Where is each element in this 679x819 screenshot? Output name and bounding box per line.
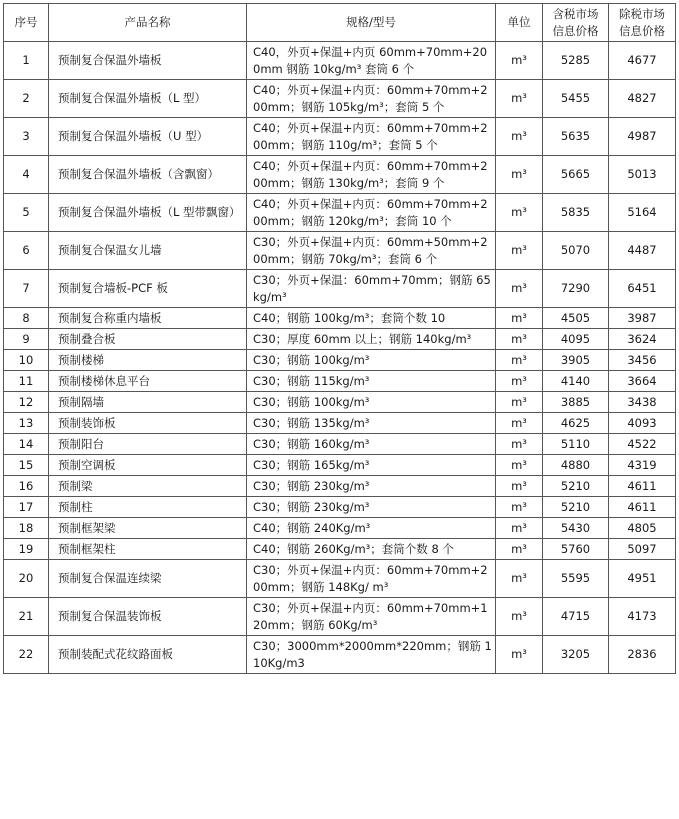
- cell-no: 12: [4, 392, 49, 413]
- cell-name: 预制复合称重内墙板: [49, 308, 247, 329]
- cell-name: 预制框架梁: [49, 518, 247, 539]
- table-row: [4, 42, 676, 80]
- cell-no: 4: [4, 156, 49, 194]
- cell-name: 预制复合墙板-PCF 板: [49, 270, 247, 308]
- table-row: [4, 371, 676, 392]
- table-row: [4, 118, 676, 156]
- cell-no: 6: [4, 232, 49, 270]
- cell-price-tax: 7290: [543, 270, 609, 308]
- cell-no: 8: [4, 308, 49, 329]
- cell-spec: C40；钢筋 100kg/m³；套筒个数 10: [247, 308, 496, 329]
- cell-spec: C30；钢筋 165kg/m³: [247, 455, 496, 476]
- cell-name: 预制装饰板: [49, 413, 247, 434]
- cell-name: 预制隔墙: [49, 392, 247, 413]
- price-table: [3, 3, 676, 674]
- cell-unit: m³: [496, 42, 543, 80]
- cell-unit: m³: [496, 392, 543, 413]
- table-row: [4, 392, 676, 413]
- cell-price-tax: 4095: [543, 329, 609, 350]
- cell-unit: m³: [496, 518, 543, 539]
- cell-unit: m³: [496, 636, 543, 674]
- cell-price-notax: 4827: [609, 80, 676, 118]
- cell-price-tax: 4625: [543, 413, 609, 434]
- cell-price-tax: 5595: [543, 560, 609, 598]
- cell-price-notax: 3456: [609, 350, 676, 371]
- cell-name: 预制复合保温女儿墙: [49, 232, 247, 270]
- cell-unit: m³: [496, 539, 543, 560]
- cell-price-notax: 4611: [609, 497, 676, 518]
- cell-price-tax: 5210: [543, 476, 609, 497]
- cell-spec: C30；钢筋 100kg/m³: [247, 392, 496, 413]
- cell-name: 预制复合保温装饰板: [49, 598, 247, 636]
- cell-unit: m³: [496, 308, 543, 329]
- header-unit: 单位: [496, 4, 543, 42]
- cell-spec: C40；外页+保温+内页：60mm+70mm+200mm；钢筋 120kg/m³；套筒 10 个: [247, 194, 496, 232]
- table-row: [4, 413, 676, 434]
- cell-name: 预制复合保温外墙板（含飘窗）: [49, 156, 247, 194]
- cell-no: 13: [4, 413, 49, 434]
- cell-price-tax: 4880: [543, 455, 609, 476]
- cell-price-notax: 3438: [609, 392, 676, 413]
- cell-name: 预制梁: [49, 476, 247, 497]
- cell-no: 16: [4, 476, 49, 497]
- table-row: [4, 518, 676, 539]
- cell-name: 预制复合保温外墙板（L 型）: [49, 80, 247, 118]
- cell-spec: C30；钢筋 230kg/m³: [247, 497, 496, 518]
- cell-price-notax: 4173: [609, 598, 676, 636]
- table-row: [4, 598, 676, 636]
- cell-no: 19: [4, 539, 49, 560]
- cell-no: 18: [4, 518, 49, 539]
- cell-name: 预制楼梯: [49, 350, 247, 371]
- cell-name: 预制楼梯休息平台: [49, 371, 247, 392]
- table-row: [4, 560, 676, 598]
- cell-no: 15: [4, 455, 49, 476]
- cell-price-tax: 5455: [543, 80, 609, 118]
- cell-price-notax: 3987: [609, 308, 676, 329]
- cell-price-notax: 4987: [609, 118, 676, 156]
- cell-unit: m³: [496, 118, 543, 156]
- cell-name: 预制复合保温外墙板: [49, 42, 247, 80]
- cell-name: 预制复合保温连续梁: [49, 560, 247, 598]
- table-row: [4, 80, 676, 118]
- cell-price-notax: 4677: [609, 42, 676, 80]
- cell-name: 预制柱: [49, 497, 247, 518]
- cell-spec: C40；外页+保温+内页：60mm+70mm+200mm；钢筋 130kg/m³；套筒 9 个: [247, 156, 496, 194]
- cell-unit: m³: [496, 598, 543, 636]
- cell-no: 3: [4, 118, 49, 156]
- header-price-notax-line2: 信息价格: [619, 23, 665, 38]
- cell-price-notax: 4951: [609, 560, 676, 598]
- cell-unit: m³: [496, 476, 543, 497]
- cell-price-tax: 4715: [543, 598, 609, 636]
- cell-no: 5: [4, 194, 49, 232]
- cell-name: 预制阳台: [49, 434, 247, 455]
- cell-price-notax: 5164: [609, 194, 676, 232]
- cell-price-tax: 3905: [543, 350, 609, 371]
- header-price-tax: [543, 4, 609, 42]
- cell-spec: C30；外页+保温+内页：60mm+70mm+200mm；钢筋 148Kg/ m³: [247, 560, 496, 598]
- cell-price-tax: 5430: [543, 518, 609, 539]
- header-name: 产品名称: [49, 4, 247, 42]
- cell-unit: m³: [496, 371, 543, 392]
- cell-spec: C30；外页+保温+内页：60mm+50mm+200mm；钢筋 70kg/m³；套筒 6 个: [247, 232, 496, 270]
- cell-unit: m³: [496, 270, 543, 308]
- cell-spec: C30；钢筋 100kg/m³: [247, 350, 496, 371]
- table-row: [4, 350, 676, 371]
- table-row: [4, 232, 676, 270]
- cell-price-tax: 4140: [543, 371, 609, 392]
- cell-no: 10: [4, 350, 49, 371]
- cell-price-tax: 3885: [543, 392, 609, 413]
- cell-no: 20: [4, 560, 49, 598]
- cell-name: 预制空调板: [49, 455, 247, 476]
- cell-no: 14: [4, 434, 49, 455]
- cell-price-tax: 5760: [543, 539, 609, 560]
- cell-spec: C30；3000mm*2000mm*220mm；钢筋 110Kg/m3: [247, 636, 496, 674]
- cell-price-tax: 5110: [543, 434, 609, 455]
- cell-spec: C40；钢筋 260Kg/m³；套筒个数 8 个: [247, 539, 496, 560]
- cell-spec: C30；钢筋 160kg/m³: [247, 434, 496, 455]
- cell-spec: C30；外页+保温+内页：60mm+70mm+120mm；钢筋 60Kg/m³: [247, 598, 496, 636]
- cell-price-notax: 2836: [609, 636, 676, 674]
- cell-no: 22: [4, 636, 49, 674]
- cell-unit: m³: [496, 497, 543, 518]
- cell-unit: m³: [496, 80, 543, 118]
- cell-unit: m³: [496, 329, 543, 350]
- table-row: [4, 156, 676, 194]
- table-row: [4, 497, 676, 518]
- cell-price-notax: 5013: [609, 156, 676, 194]
- cell-price-notax: 4611: [609, 476, 676, 497]
- cell-price-notax: 4805: [609, 518, 676, 539]
- header-price-notax: [609, 4, 676, 42]
- table-row: [4, 194, 676, 232]
- header-row: [4, 4, 676, 42]
- cell-no: 9: [4, 329, 49, 350]
- cell-no: 17: [4, 497, 49, 518]
- cell-price-notax: 6451: [609, 270, 676, 308]
- cell-spec: C40；钢筋 240Kg/m³: [247, 518, 496, 539]
- table-body: [4, 42, 676, 674]
- cell-spec: C30；厚度 60mm 以上；钢筋 140kg/m³: [247, 329, 496, 350]
- cell-spec: C40；外页+保温+内页：60mm+70mm+200mm；钢筋 105kg/m³；套筒 5 个: [247, 80, 496, 118]
- cell-unit: m³: [496, 455, 543, 476]
- cell-no: 2: [4, 80, 49, 118]
- cell-unit: m³: [496, 350, 543, 371]
- cell-price-notax: 4487: [609, 232, 676, 270]
- cell-spec: C30；钢筋 115kg/m³: [247, 371, 496, 392]
- header-price-notax-line1: 除税市场: [619, 6, 665, 21]
- cell-price-tax: 5070: [543, 232, 609, 270]
- cell-spec: C30；钢筋 135kg/m³: [247, 413, 496, 434]
- cell-price-tax: 5285: [543, 42, 609, 80]
- cell-unit: m³: [496, 156, 543, 194]
- cell-price-notax: 5097: [609, 539, 676, 560]
- cell-unit: m³: [496, 232, 543, 270]
- table-row: [4, 455, 676, 476]
- cell-spec: C40，外页+保温+内页 60mm+70mm+200mm 钢筋 10kg/m³ 套筒 6 个: [247, 42, 496, 80]
- header-no: 序号: [4, 4, 49, 42]
- header-price-tax-line2: 信息价格: [552, 23, 599, 38]
- cell-name: 预制复合保温外墙板（U 型）: [49, 118, 247, 156]
- table-row: [4, 270, 676, 308]
- table-row: [4, 476, 676, 497]
- cell-unit: m³: [496, 434, 543, 455]
- cell-no: 11: [4, 371, 49, 392]
- cell-price-tax: 5210: [543, 497, 609, 518]
- cell-unit: m³: [496, 413, 543, 434]
- cell-name: 预制叠合板: [49, 329, 247, 350]
- cell-spec: C40；外页+保温+内页：60mm+70mm+200mm；钢筋 110g/m³；套筒 5 个: [247, 118, 496, 156]
- table-row: [4, 308, 676, 329]
- cell-price-notax: 4319: [609, 455, 676, 476]
- header-price-tax-line1: 含税市场: [552, 6, 599, 21]
- cell-no: 1: [4, 42, 49, 80]
- cell-no: 7: [4, 270, 49, 308]
- cell-name: 预制框架柱: [49, 539, 247, 560]
- cell-price-notax: 3624: [609, 329, 676, 350]
- cell-name: 预制装配式花纹路面板: [49, 636, 247, 674]
- cell-price-notax: 4522: [609, 434, 676, 455]
- cell-unit: m³: [496, 560, 543, 598]
- cell-spec: C30；外页+保温：60mm+70mm；钢筋 65kg/m³: [247, 270, 496, 308]
- cell-price-tax: 4505: [543, 308, 609, 329]
- cell-price-notax: 4093: [609, 413, 676, 434]
- table-row: [4, 329, 676, 350]
- cell-no: 21: [4, 598, 49, 636]
- cell-price-tax: 5635: [543, 118, 609, 156]
- cell-unit: m³: [496, 194, 543, 232]
- table-row: [4, 434, 676, 455]
- cell-spec: C30；钢筋 230kg/m³: [247, 476, 496, 497]
- cell-price-tax: 3205: [543, 636, 609, 674]
- table-row: [4, 636, 676, 674]
- cell-name: 预制复合保温外墙板（L 型带飘窗）: [49, 194, 247, 232]
- table-row: [4, 539, 676, 560]
- cell-price-tax: 5835: [543, 194, 609, 232]
- cell-price-notax: 3664: [609, 371, 676, 392]
- cell-price-tax: 5665: [543, 156, 609, 194]
- header-spec: 规格/型号: [247, 4, 496, 42]
